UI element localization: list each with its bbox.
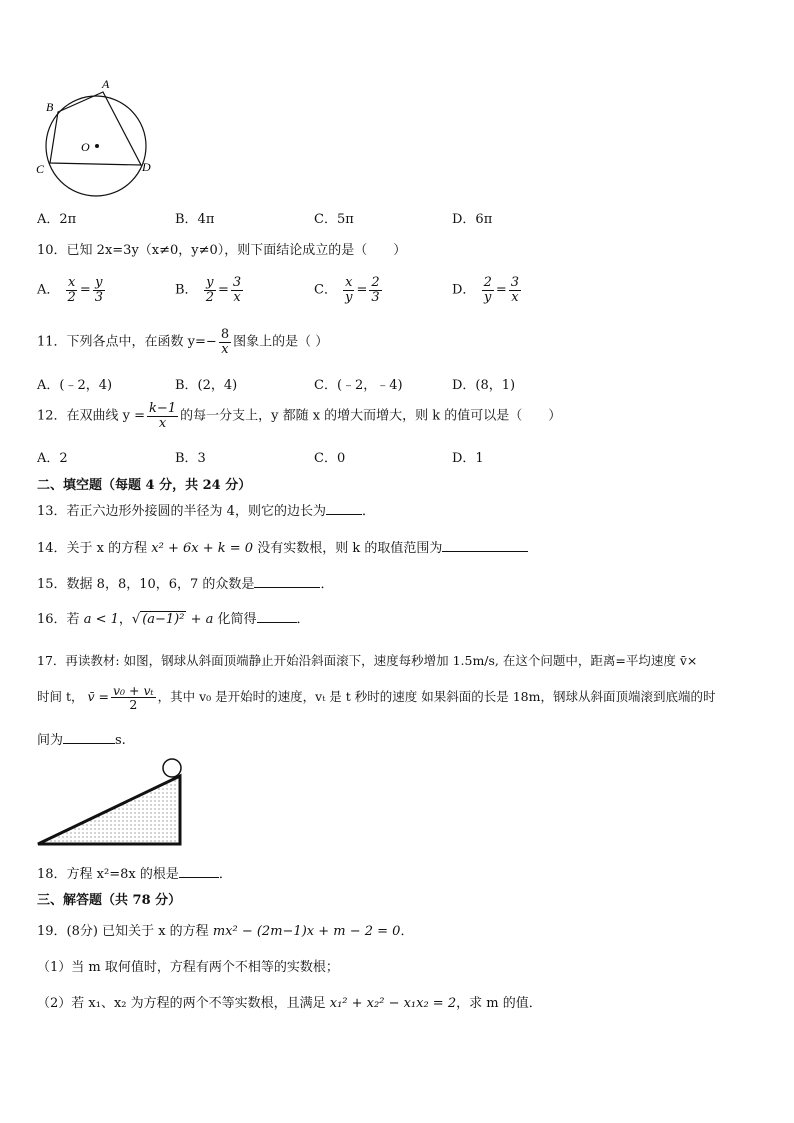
- q11-stem-post: 图象上的是（ ）: [233, 334, 329, 350]
- fraction: $\frac{2}{y}$: [483, 275, 492, 305]
- q15-end: ．: [320, 577, 334, 592]
- q18: [37, 863, 232, 882]
- q11-stem: [37, 328, 328, 356]
- q17-line1: 17．再读教材: 如图，钢球从斜面顶端静止开始沿斜面滚下，速度每秒增加 1.5m/s, 在这个问题中，距离=平均速度 v̄×: [37, 653, 698, 668]
- q17-line3-end: s.: [115, 733, 126, 748]
- fraction: $\frac{x}{2}$: [67, 275, 76, 305]
- q11-option-d: D．(8，1): [452, 378, 516, 393]
- q19-part2-post: ，求 m 的值．: [456, 996, 542, 1011]
- fraction: $\frac{3}{x}$: [510, 275, 520, 305]
- label-d: D: [142, 160, 151, 174]
- q11-option-a: A．(﹣2，4): [37, 378, 113, 393]
- q19-part2: [37, 992, 542, 1011]
- q16-end: ．: [296, 612, 310, 627]
- q19-stem: [37, 920, 413, 939]
- q19-part1: （1）当 m 取何值时，方程有两个不相等的实数根；: [37, 960, 339, 975]
- q11-stem-pre: 11．下列各点中，在函数 y=−: [37, 334, 217, 350]
- answer-blank[interactable]: [63, 731, 115, 744]
- q17-line2: [37, 684, 715, 711]
- q10-option-d: D． $\frac{2}{y}$ = $\frac{3}{x}$: [452, 275, 520, 305]
- q16-condition: a < 1: [83, 612, 119, 627]
- q12-option-a: A．2: [37, 451, 68, 466]
- q12-stem: [37, 402, 561, 430]
- fraction: $\frac{y}{2}$: [205, 275, 214, 305]
- section-heading-fill-in: 二、填空题（每题 4 分，共 24 分）: [37, 478, 252, 493]
- incline-figure: [34, 756, 184, 848]
- q15-text: 15．数据 8，8，10，6，7 的众数是: [37, 577, 255, 592]
- fraction: $\frac{x}{y}$: [345, 275, 353, 305]
- q17-line2-post: ，其中 v₀ 是开始时的速度，vₜ 是 t 秒时的速度 如果斜面的长是 18m，钢球从斜面顶端滚到底端的时: [157, 689, 716, 705]
- q10-option-b: B． $\frac{y}{2}$ = $\frac{3}{x}$: [175, 275, 242, 305]
- q19-part2-pre: （2）若 x₁、x₂ 为方程的两个不等实数根，且满足: [37, 996, 326, 1011]
- q12-stem-pre: 12．在双曲线 y =: [37, 408, 146, 424]
- label-b: B: [46, 100, 54, 114]
- option-label: B．: [175, 282, 198, 298]
- answer-blank[interactable]: [326, 502, 362, 515]
- section-heading-solve: 三、解答题（共 78 分）: [37, 893, 182, 908]
- answer-blank[interactable]: [179, 865, 219, 878]
- q11-option-c: C．(﹣2，﹣4): [314, 378, 403, 393]
- q9-option-b: B．4π: [175, 212, 215, 227]
- q16: [37, 608, 310, 627]
- q13-end: ．: [361, 504, 375, 519]
- q16-post: 化简得: [217, 612, 257, 627]
- q19-stem-end: ．: [400, 924, 414, 939]
- q18-end: ．: [218, 867, 232, 882]
- fraction: $\frac{2}{3}$: [371, 275, 380, 305]
- answer-blank[interactable]: [442, 539, 528, 552]
- answer-blank[interactable]: [257, 610, 297, 623]
- label-o: O: [81, 140, 90, 154]
- label-a: A: [102, 77, 110, 91]
- fraction: $\frac{3}{x}$: [232, 275, 242, 305]
- q19-stem-pre: 19．(8分) 已知关于 x 的方程: [37, 924, 209, 939]
- q17-vbar: v̄ =: [87, 689, 109, 705]
- q16-pre: 16．若: [37, 612, 80, 627]
- q16-mid: ，: [118, 612, 132, 627]
- q16-plus-a: + a: [190, 612, 214, 627]
- label-c: C: [36, 162, 45, 176]
- center-point: [95, 144, 99, 148]
- q15: [37, 573, 333, 592]
- option-label: C．: [314, 282, 337, 298]
- q14-post: 没有实数根，则 k 的取值范围为: [257, 541, 443, 556]
- q13-text: 13．若正六边形外接圆的半径为 4，则它的边长为: [37, 504, 326, 519]
- option-label: D．: [452, 282, 476, 298]
- q17-line3: [37, 729, 126, 748]
- incline-triangle: [38, 776, 180, 844]
- q9-option-c: C．5π: [314, 212, 354, 227]
- q19-part2-equation: x₁² + x₂² − x₁x₂ = 2: [329, 996, 457, 1011]
- q13: [37, 500, 375, 519]
- answer-blank[interactable]: [254, 575, 320, 588]
- fraction: $\frac{8}{x}$: [220, 327, 230, 357]
- q12-option-c: C．0: [314, 451, 346, 466]
- q14: [37, 537, 528, 556]
- circle-quadrilateral-figure: [30, 75, 160, 200]
- option-label: A．: [37, 282, 60, 298]
- fraction: $\frac{k-1}{x}$: [149, 401, 177, 431]
- fraction: $\frac{y}{3}$: [94, 275, 103, 305]
- q10-option-a: A． $\frac{x}{2}$ = $\frac{y}{3}$: [37, 275, 103, 305]
- q12-stem-post: 的每一分支上，y 都随 x 的增大而增大，则 k 的值可以是（ ）: [180, 408, 562, 424]
- q18-text: 18．方程 x²=8x 的根是: [37, 867, 179, 882]
- steel-ball: [163, 759, 181, 777]
- q11-option-b: B．(2，4): [175, 378, 238, 393]
- q10-option-c: C． $\frac{x}{y}$ = $\frac{2}{3}$: [314, 275, 380, 305]
- q10-stem: 10．已知 2x=3y（x≠0，y≠0），则下面结论成立的是（ ）: [37, 243, 407, 258]
- q14-equation: x² + 6x + k = 0: [151, 541, 254, 556]
- q16-radicand: (a−1)²: [142, 612, 185, 627]
- quadrilateral-abcd: [50, 92, 141, 165]
- q17-line3-text: 间为: [37, 733, 64, 748]
- q14-pre: 14．关于 x 的方程: [37, 541, 148, 556]
- fraction: $\frac{\text{v₀ + vₜ}}{2}$: [113, 683, 154, 713]
- q12-option-b: B．3: [175, 451, 206, 466]
- q17-line2-pre: 时间 t，: [37, 689, 84, 705]
- sqrt-sign: √: [131, 612, 141, 627]
- q12-option-d: D．1: [452, 451, 484, 466]
- q9-option-d: D．6π: [452, 212, 493, 227]
- q19-equation: mx² − (2m−1)x + m − 2 = 0: [212, 924, 401, 939]
- q9-option-a: A．2π: [37, 212, 77, 227]
